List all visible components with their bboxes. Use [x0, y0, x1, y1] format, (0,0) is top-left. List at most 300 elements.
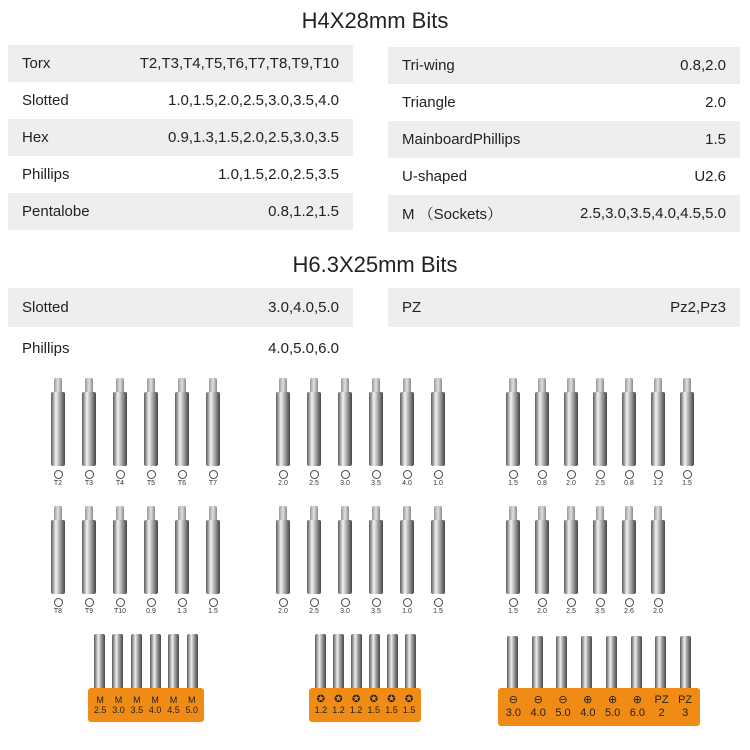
bit-size-label: T2 [53, 480, 63, 487]
torx-hex-bit-group [50, 378, 230, 623]
socket-type: M [96, 695, 104, 705]
screwdriver-bit [679, 378, 695, 487]
bit-tip [403, 378, 411, 392]
screwdriver-bit [534, 506, 550, 615]
socket-bit [150, 634, 161, 690]
bit-size-label: 1.5 [508, 480, 518, 487]
bit-tip-symbol-icon [85, 470, 94, 479]
h4-left-table [8, 45, 353, 230]
bit-size-label: T6 [177, 480, 187, 487]
bit-shaft [144, 392, 158, 466]
bit-tip [147, 506, 155, 520]
bit-tip-symbol-icon [567, 598, 576, 607]
bit-tip [434, 378, 442, 392]
bit-tip [209, 506, 217, 520]
bit-size-label: 4.0 [402, 480, 412, 487]
bit-tip [279, 378, 287, 392]
spec-values: U2.6 [694, 168, 726, 185]
star-icon: ✪ [316, 694, 326, 705]
spec-name: Phillips [22, 166, 70, 183]
socket-size: 3.5 [130, 705, 144, 715]
bit-tip [372, 378, 380, 392]
bit-tip-symbol-icon [538, 470, 547, 479]
screwdriver-bit [337, 378, 353, 487]
large-bit-label [678, 694, 692, 720]
h63-left-table [8, 288, 353, 368]
bit-size-label: 3.0 [340, 480, 350, 487]
bit-shaft [144, 520, 158, 594]
bit-tip-symbol-icon [85, 598, 94, 607]
large-bit-size: 6.0 [629, 707, 646, 719]
misc-bit-group [505, 378, 705, 623]
bit-shaft [400, 520, 414, 594]
bit-size-label: T5 [146, 480, 156, 487]
bit-shaft [369, 520, 383, 594]
bit-size-label: T3 [84, 480, 94, 487]
spec-row-sockets [388, 195, 740, 232]
bit-shaft [206, 520, 220, 594]
large-holder-bits [500, 636, 698, 692]
bit-tip [85, 378, 93, 392]
large-bit [556, 636, 567, 692]
large-bit-type: ⊕ [607, 694, 618, 706]
bit-shaft [431, 392, 445, 466]
bit-shaft [651, 520, 665, 594]
screwdriver-bit [174, 378, 190, 487]
spec-name: MainboardPhillips [402, 131, 521, 148]
bit-size-label: T9 [84, 608, 94, 615]
bits-photo-area [0, 372, 750, 750]
spec-name: M （Sockets） [402, 206, 503, 223]
bit-size-label: 2.5 [309, 608, 319, 615]
bit-size-label: T10 [113, 608, 127, 615]
spec-values: 2.5,3.0,3.5,4.0,4.5,5.0 [580, 205, 726, 222]
bit-shaft [564, 520, 578, 594]
bit-tip-symbol-icon [341, 470, 350, 479]
socket-size-label [149, 695, 162, 715]
screwdriver-bit [592, 378, 608, 487]
bit-shaft [51, 520, 65, 594]
torx-holder-size: 1.5 [402, 705, 416, 715]
bit-tip [596, 378, 604, 392]
star-icon: ✪ [369, 694, 378, 705]
large-bit [581, 636, 592, 692]
bit-size-label: 1.5 [433, 608, 443, 615]
bit-tip-symbol-icon [178, 470, 187, 479]
spec-row-tri-wing [388, 47, 740, 84]
bit-shaft [680, 392, 694, 466]
bit-shaft [535, 392, 549, 466]
bit-tip [538, 378, 546, 392]
bit-size-label: 1.5 [208, 608, 218, 615]
socket-bit [94, 634, 105, 690]
bit-shaft [564, 392, 578, 466]
torx-holder-size: 1.2 [314, 705, 328, 715]
star-icon: ✪ [351, 694, 361, 705]
bit-tip-symbol-icon [567, 470, 576, 479]
torx-holder-size: 1.2 [349, 705, 363, 715]
large-bit-label [655, 694, 669, 720]
socket-size-label [167, 695, 180, 715]
socket-holder-bits [90, 634, 202, 690]
bit-tip [54, 506, 62, 520]
screwdriver-bit [205, 506, 221, 615]
large-bit-type: ⊖ [508, 694, 518, 706]
bit-size-label: 3.5 [595, 608, 605, 615]
large-bit [606, 636, 617, 692]
socket-type: M [133, 695, 141, 705]
spec-values: 1.5 [705, 131, 726, 148]
screwdriver-bit [306, 378, 322, 487]
bit-shaft [206, 392, 220, 466]
bit-tip-symbol-icon [341, 598, 350, 607]
spec-name: U-shaped [402, 168, 468, 185]
bit-size-label: 1.5 [682, 480, 692, 487]
bit-tip [654, 378, 662, 392]
bit-shaft [175, 392, 189, 466]
bit-tip [509, 378, 517, 392]
torx-holder-label [332, 695, 345, 715]
spec-values: 1.0,1.5,2.0,2.5,3.0,3.5,4.0 [168, 92, 339, 109]
screwdriver-bit [205, 378, 221, 487]
torx-holder-label [385, 695, 398, 715]
bit-shaft [82, 520, 96, 594]
large-bit [680, 636, 691, 692]
spec-name: Triangle [402, 94, 456, 111]
bit-size-label: 3.5 [371, 608, 381, 615]
bit-shaft [276, 520, 290, 594]
bit-tip-symbol-icon [54, 470, 63, 479]
torx-holder [309, 688, 421, 722]
bit-tip-symbol-icon [434, 470, 443, 479]
bit-shaft [535, 520, 549, 594]
h4-section-title: H4X28mm Bits [301, 8, 449, 33]
bit-tip-symbol-icon [654, 598, 663, 607]
star-icon: ✪ [404, 694, 414, 705]
socket-type: M [169, 695, 178, 705]
bit-tip-symbol-icon [403, 598, 412, 607]
bit-tip [567, 506, 575, 520]
bit-shaft [369, 392, 383, 466]
bit-tip [625, 506, 633, 520]
bit-tip-symbol-icon [509, 598, 518, 607]
bit-shaft [51, 392, 65, 466]
bit-shaft [431, 520, 445, 594]
bit-shaft [175, 520, 189, 594]
spec-row-mainboard-phillips [388, 121, 740, 158]
bit-tip [567, 378, 575, 392]
spec-values: 1.0,1.5,2.0,2.5,3.5 [218, 166, 339, 183]
screwdriver-bit [563, 378, 579, 487]
bit-tip-symbol-icon [116, 598, 125, 607]
torx-holder-bit [405, 634, 416, 690]
bit-shaft [651, 392, 665, 466]
large-bit-type: ⊖ [558, 694, 568, 706]
screwdriver-bit [143, 378, 159, 487]
screwdriver-bit [563, 506, 579, 615]
spec-name: Torx [22, 55, 51, 72]
bit-size-label: 3.5 [371, 480, 381, 487]
bit-tip-symbol-icon [403, 470, 412, 479]
bit-tip [434, 506, 442, 520]
screwdriver-bit [505, 378, 521, 487]
socket-type: M [188, 695, 196, 705]
bit-tip [509, 506, 517, 520]
screwdriver-bit [650, 506, 666, 615]
bit-size-label: 2.0 [653, 608, 663, 615]
bit-size-label: 2.0 [566, 480, 576, 487]
bit-shaft [338, 520, 352, 594]
bit-shaft [276, 392, 290, 466]
bit-size-label: 0.8 [537, 480, 547, 487]
bit-tip-symbol-icon [683, 470, 692, 479]
screwdriver-bit [143, 506, 159, 615]
screwdriver-bit [621, 506, 637, 615]
bit-tip [538, 506, 546, 520]
h4-right-table [388, 47, 740, 232]
bit-tip [372, 506, 380, 520]
bit-shaft [82, 392, 96, 466]
large-bit-size: 2 [658, 707, 665, 719]
large-bit [532, 636, 543, 692]
bit-size-label: 2.6 [624, 608, 634, 615]
screwdriver-bit [112, 378, 128, 487]
torx-holder-label [368, 695, 381, 715]
bit-tip [54, 378, 62, 392]
bit-size-label: 2.5 [595, 480, 605, 487]
torx-holder-bits [311, 634, 419, 690]
spec-name: Pentalobe [22, 203, 90, 220]
large-bit-type: ⊖ [533, 694, 543, 706]
large-bit-size: 5.0 [555, 707, 571, 719]
screwdriver-bit [81, 506, 97, 615]
screwdriver-bit [81, 378, 97, 487]
large-bit-label [555, 694, 570, 720]
socket-bit [112, 634, 123, 690]
large-bit-holder [498, 688, 700, 726]
screwdriver-bit [399, 378, 415, 487]
bit-size-label: 1.2 [653, 480, 663, 487]
screwdriver-bit [50, 506, 66, 615]
socket-size: 4.5 [167, 705, 180, 715]
spec-row-slotted [8, 82, 353, 119]
bit-tip-symbol-icon [372, 598, 381, 607]
spec-row-slotted-large [8, 288, 353, 327]
screwdriver-bit [174, 506, 190, 615]
bit-size-label: 2.5 [566, 608, 576, 615]
bit-tip-symbol-icon [147, 470, 156, 479]
screwdriver-bit [650, 378, 666, 487]
screwdriver-bit [337, 506, 353, 615]
bit-size-label: 1.5 [508, 608, 518, 615]
large-bit-label [630, 694, 645, 720]
star-icon: ✪ [387, 694, 396, 705]
screwdriver-bit [368, 378, 384, 487]
screwdriver-bit [621, 378, 637, 487]
bit-tip [116, 506, 124, 520]
bit-tip [625, 378, 633, 392]
large-bit-type: ⊕ [583, 694, 593, 706]
bit-tip [341, 378, 349, 392]
bit-size-label: T8 [53, 608, 63, 615]
large-bit-type: PZ [654, 694, 669, 706]
spec-name: Hex [22, 129, 49, 146]
spec-name: Slotted [22, 92, 69, 109]
torx-holder-label [403, 695, 416, 715]
bit-shaft [622, 520, 636, 594]
bit-tip-symbol-icon [116, 470, 125, 479]
spec-values: 0.9,1.3,1.5,2.0,2.5,3.0,3.5 [168, 129, 339, 146]
large-bit-size: 3 [682, 707, 689, 719]
bit-tip-symbol-icon [625, 598, 634, 607]
socket-size-label [94, 695, 107, 715]
spec-values: 0.8,1.2,1.5 [268, 203, 339, 220]
bit-tip [209, 378, 217, 392]
bit-tip-symbol-icon [147, 598, 156, 607]
bit-shaft [113, 392, 127, 466]
bit-tip-symbol-icon [596, 470, 605, 479]
screwdriver-bit [112, 506, 128, 615]
socket-holder [88, 688, 204, 722]
bit-size-label: 1.0 [433, 480, 443, 487]
large-bit-label [506, 694, 521, 720]
bit-shaft [307, 520, 321, 594]
large-bit-type: PZ [678, 694, 693, 706]
spec-values: T2,T3,T4,T5,T6,T7,T8,T9,T10 [139, 55, 339, 72]
bit-tip-symbol-icon [178, 598, 187, 607]
large-bit-size: 4.0 [530, 707, 546, 719]
torx-holder-size: 1.2 [332, 705, 345, 715]
bit-tip-symbol-icon [654, 470, 663, 479]
bit-tip [116, 378, 124, 392]
spec-row-u-shaped [388, 158, 740, 195]
socket-bit [187, 634, 198, 690]
spec-values: 3.0,4.0,5.0 [268, 299, 339, 316]
socket-size: 5.0 [185, 705, 199, 715]
socket-bit [168, 634, 179, 690]
screwdriver-bit [275, 378, 291, 487]
bit-tip-symbol-icon [372, 470, 381, 479]
screwdriver-bit [50, 378, 66, 487]
bit-size-label: 2.5 [309, 480, 319, 487]
spec-name: Slotted [22, 299, 69, 316]
spec-values: 0.8,2.0 [680, 57, 726, 74]
screwdriver-bit [592, 506, 608, 615]
bit-shaft [400, 392, 414, 466]
socket-type: M [114, 695, 123, 705]
bit-tip [178, 378, 186, 392]
h63-section-title: H6.3X25mm Bits [292, 252, 458, 277]
large-bit-type: ⊕ [632, 694, 642, 706]
torx-holder-bit [387, 634, 398, 690]
bit-tip-symbol-icon [209, 470, 218, 479]
large-bit-label [605, 694, 620, 720]
bit-size-label: 1.3 [177, 608, 187, 615]
bit-tip [683, 378, 691, 392]
bit-tip [654, 506, 662, 520]
torx-holder-label [350, 695, 363, 715]
spec-row-torx [8, 45, 353, 82]
socket-size-label [112, 695, 125, 715]
screwdriver-bit [368, 506, 384, 615]
screwdriver-bit [430, 378, 446, 487]
bit-tip-symbol-icon [209, 598, 218, 607]
bit-tip [310, 506, 318, 520]
bit-shaft [622, 392, 636, 466]
bit-shaft [593, 520, 607, 594]
bit-shaft [338, 392, 352, 466]
bit-tip [279, 506, 287, 520]
spec-values: 2.0 [705, 94, 726, 111]
h63-right-table [388, 288, 740, 327]
screwdriver-bit [505, 506, 521, 615]
bit-tip [341, 506, 349, 520]
spec-name: Phillips [22, 340, 70, 357]
spec-row-hex [8, 119, 353, 156]
bit-shaft [307, 392, 321, 466]
bit-tip-symbol-icon [509, 470, 518, 479]
screwdriver-bit [534, 378, 550, 487]
bit-tip-symbol-icon [310, 470, 319, 479]
large-bit-size: 4.0 [580, 707, 596, 719]
spec-values: 4.0,5.0,6.0 [268, 340, 339, 357]
bit-tip [178, 506, 186, 520]
socket-type: M [151, 695, 159, 705]
screwdriver-bit [399, 506, 415, 615]
bit-size-label: 0.8 [624, 480, 634, 487]
bit-shaft [506, 392, 520, 466]
spec-values: Pz2,Pz3 [670, 299, 726, 316]
bit-size-label: 1.0 [402, 608, 412, 615]
bit-tip [403, 506, 411, 520]
spec-row-triangle [388, 84, 740, 121]
torx-holder-bit [351, 634, 362, 690]
bit-tip-symbol-icon [538, 598, 547, 607]
torx-holder-bit [369, 634, 380, 690]
bit-tip-symbol-icon [596, 598, 605, 607]
bit-size-label: T4 [115, 480, 125, 487]
bit-shaft [113, 520, 127, 594]
torx-holder-bit [315, 634, 326, 690]
large-bit [631, 636, 642, 692]
bit-tip [85, 506, 93, 520]
screwdriver-bit [306, 506, 322, 615]
bit-size-label: 3.0 [340, 608, 350, 615]
bit-tip-symbol-icon [310, 598, 319, 607]
bit-shaft [593, 392, 607, 466]
socket-size: 4.0 [148, 705, 162, 715]
large-bit [507, 636, 518, 692]
spec-name: PZ [402, 299, 422, 316]
bit-tip-symbol-icon [434, 598, 443, 607]
large-bit-size: 5.0 [604, 707, 621, 719]
screwdriver-bit [430, 506, 446, 615]
large-bit [655, 636, 666, 692]
torx-holder-bit [333, 634, 344, 690]
socket-size: 3.0 [112, 705, 125, 715]
torx-holder-label [315, 695, 328, 715]
spec-row-pz [388, 288, 740, 327]
large-bit-label [531, 694, 546, 720]
bit-size-label: 2.0 [278, 480, 288, 487]
spec-row-pentalobe [8, 193, 353, 230]
socket-bit [131, 634, 142, 690]
bit-size-label: 2.0 [278, 608, 288, 615]
bit-tip-symbol-icon [54, 598, 63, 607]
large-bit-label [580, 694, 595, 720]
torx-holder-size: 1.5 [367, 705, 381, 715]
spec-row-phillips-large [8, 329, 353, 368]
